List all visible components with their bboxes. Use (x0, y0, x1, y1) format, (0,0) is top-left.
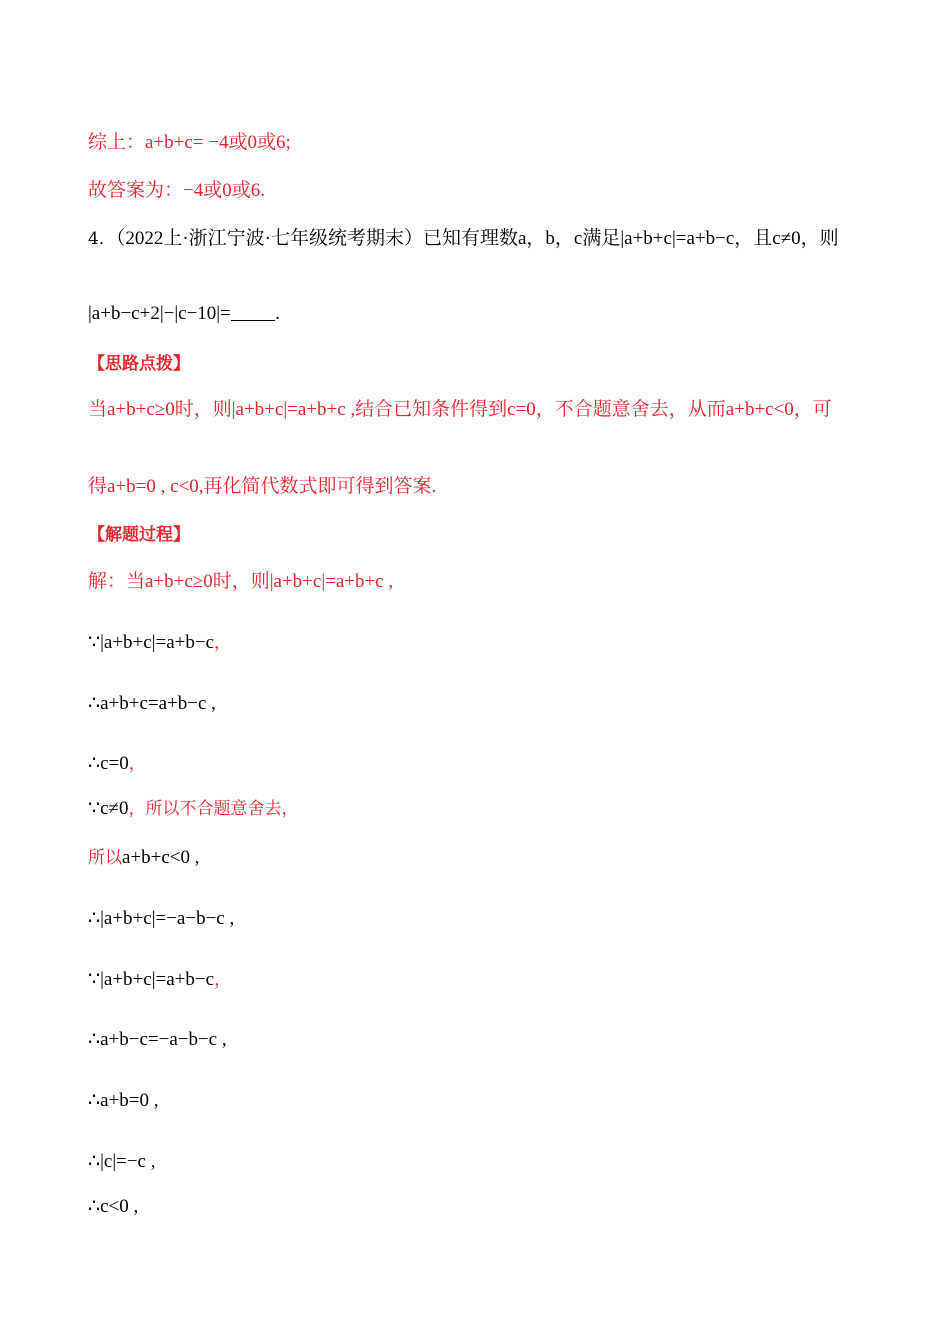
solution-heading: 【解题过程】 (88, 525, 190, 545)
solution-text-10: ∴a+b=0 , (88, 1090, 159, 1111)
solution-text-5: ∵c≠0 (88, 798, 129, 819)
solution-line-8 (88, 968, 231, 992)
solution-note-5: ，所以不合题意舍去， (128, 799, 299, 819)
solution-line-4 (88, 752, 146, 776)
question-4-expression (88, 302, 280, 326)
solution-line-7 (88, 907, 234, 931)
hint-text-1: 当a+b+c≥0时，则|a+b+c|=a+b+c ,结合已知条件得到c=0，不合题意舍去，从而a+b+c<0，可 (88, 399, 832, 420)
section-heading-hint (88, 352, 190, 376)
question-number: 4． (88, 229, 116, 249)
answer-text: 故答案为：−4或0或6. (88, 180, 265, 201)
solution-text-1: 解：当a+b+c≥0时，则|a+b+c|=a+b+c , (88, 571, 394, 592)
solution-prefix-6: 所以 (88, 848, 122, 868)
solution-line-5 (88, 797, 298, 821)
solution-text-7: ∴|a+b+c|=−a−b−c , (88, 908, 235, 929)
solution-line-9 (88, 1028, 227, 1052)
hint-line-1 (88, 398, 832, 422)
solution-text-2: ∵|a+b+c|=a+b−c (88, 632, 215, 653)
hint-text-2: 得a+b=0 , c<0,再化简代数式即可得到答案. (88, 476, 437, 497)
question-4-stem (88, 227, 839, 251)
answer-blank (231, 304, 275, 321)
solution-text-11: ∴|c|=−c , (88, 1151, 156, 1172)
section-heading-solution (88, 523, 190, 547)
expression-end: . (274, 304, 281, 324)
hint-line-2 (88, 475, 436, 499)
solution-text-8: ∵|a+b+c|=a+b−c (88, 969, 215, 990)
answer-line (88, 179, 265, 203)
solution-text-4: ∴c=0 (88, 753, 129, 774)
hint-heading: 【思路点拨】 (88, 354, 190, 374)
solution-text-3: ∴a+b+c=a+b−c , (88, 693, 216, 714)
solution-line-12 (88, 1195, 138, 1219)
solution-text-6: a+b+c<0 , (122, 847, 200, 868)
solution-punct-8: ， (214, 970, 232, 990)
solution-line-11 (88, 1150, 156, 1174)
solution-text-9: ∴a+b−c=−a−b−c , (88, 1029, 227, 1050)
solution-punct-4: ， (128, 754, 146, 774)
question-text: （2022上·浙江宁波·七年级统考期末）已知有理数a，b，c满足|a+b+c|=a+b−c，且c≠0，则 (115, 228, 839, 249)
solution-line-1 (88, 570, 393, 594)
solution-line-10 (88, 1089, 158, 1113)
solution-text-12: ∴c<0 , (88, 1196, 139, 1217)
summary-line (88, 131, 291, 155)
summary-text: 综上：a+b+c= −4或0或6; (88, 132, 291, 153)
solution-line-2 (88, 631, 231, 655)
solution-punct-2: ， (214, 633, 232, 653)
solution-line-3 (88, 692, 216, 716)
solution-line-6 (88, 846, 200, 870)
expression-text: |a+b−c+2|−|c−10|= (88, 303, 231, 324)
